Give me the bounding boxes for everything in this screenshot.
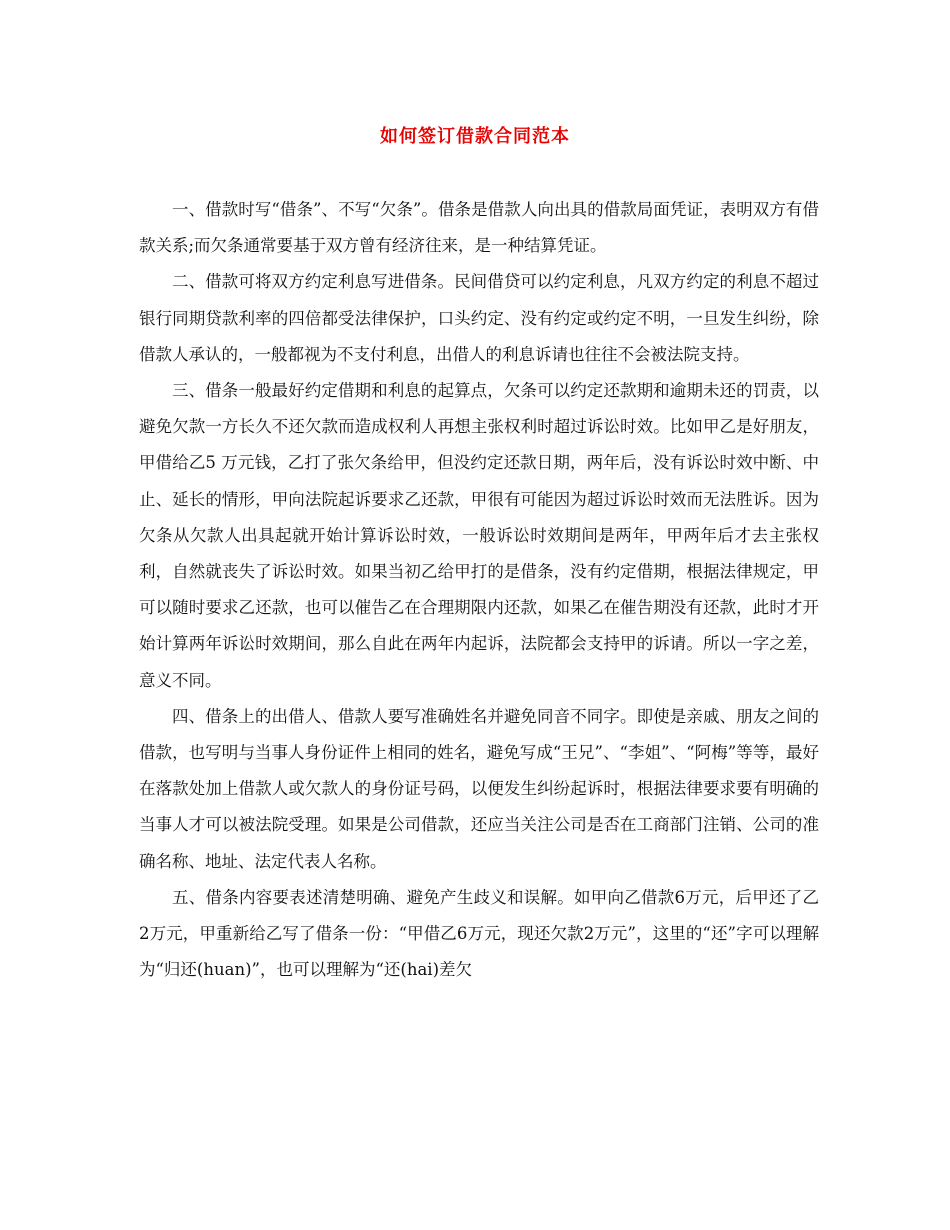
- paragraph-3: 三、借条一般最好约定借期和利息的起算点，欠条可以约定还款期和逾期未还的罚责，以避免欠款一方长久不还欠款而造成权利人再想主张权利时超过诉讼时效。比如甲乙是好朋友，甲借给乙5 万元钱，乙打了张欠条给甲，但没约定还款日期，两年后，没有诉讼时效中断、中止、延长的情形，甲向法院起诉要求乙还款，甲很有可能因为超过诉讼时效而无法胜诉。因为欠条从欠款人出具起就开始计算诉讼时效，一般诉讼时效期间是两年，甲两年后才去主张权利，自然就丧失了诉讼时效。如果当初乙给甲打的是借条，没有约定借期，根据法律规定，甲可以随时要求乙还款，也可以催告乙在合理期限内还款，如果乙在催告期没有还款，此时才开始计算两年诉讼时效期间，那么自此在两年内起诉，法院都会支持甲的诉请。所以一字之差，意义不同。: [139, 381, 819, 690]
- paragraph-4: 四、借条上的出借人、借款人要写准确姓名并避免同音不同字。即使是亲戚、朋友之间的借款，也写明与当事人身份证件上相同的姓名，避免写成“王兄”、“李姐”、“阿梅”等等，最好在落款处加上借款人或欠款人的身份证号码，以便发生纠纷起诉时，根据法律要求要有明确的当事人才可以被法院受理。如果是公司借款，还应当关注公司是否在工商部门注销、公司的准确名称、地址、法定代表人名称。: [139, 706, 819, 871]
- document-body: [139, 192, 819, 988]
- paragraph-1: 一、借款时写“借条”、不写“欠条”。借条是借款人向出具的借款局面凭证，表明双方有借款关系;而欠条通常要基于双方曾有经济往来，是一种结算凭证。: [139, 200, 819, 256]
- document-title: 如何签订借款合同范本: [380, 126, 570, 147]
- paragraph-5: 五、借条内容要表述清楚明确、避免产生歧义和误解。如甲向乙借款6万元，后甲还了乙2万元，甲重新给乙写了借条一份：“甲借乙6万元，现还欠款2万元”，这里的“还”字可以理解为“归还(huan)”，也可以理解为“还(hai)差欠: [139, 887, 819, 980]
- paragraph-2: 二、借款可将双方约定利息写进借条。民间借贷可以约定利息，凡双方约定的利息不超过银行同期贷款利率的四倍都受法律保护，口头约定、没有约定或约定不明，一旦发生纠纷，除借款人承认的，一般都视为不支付利息，出借人的利息诉请也往往不会被法院支持。: [139, 272, 819, 364]
